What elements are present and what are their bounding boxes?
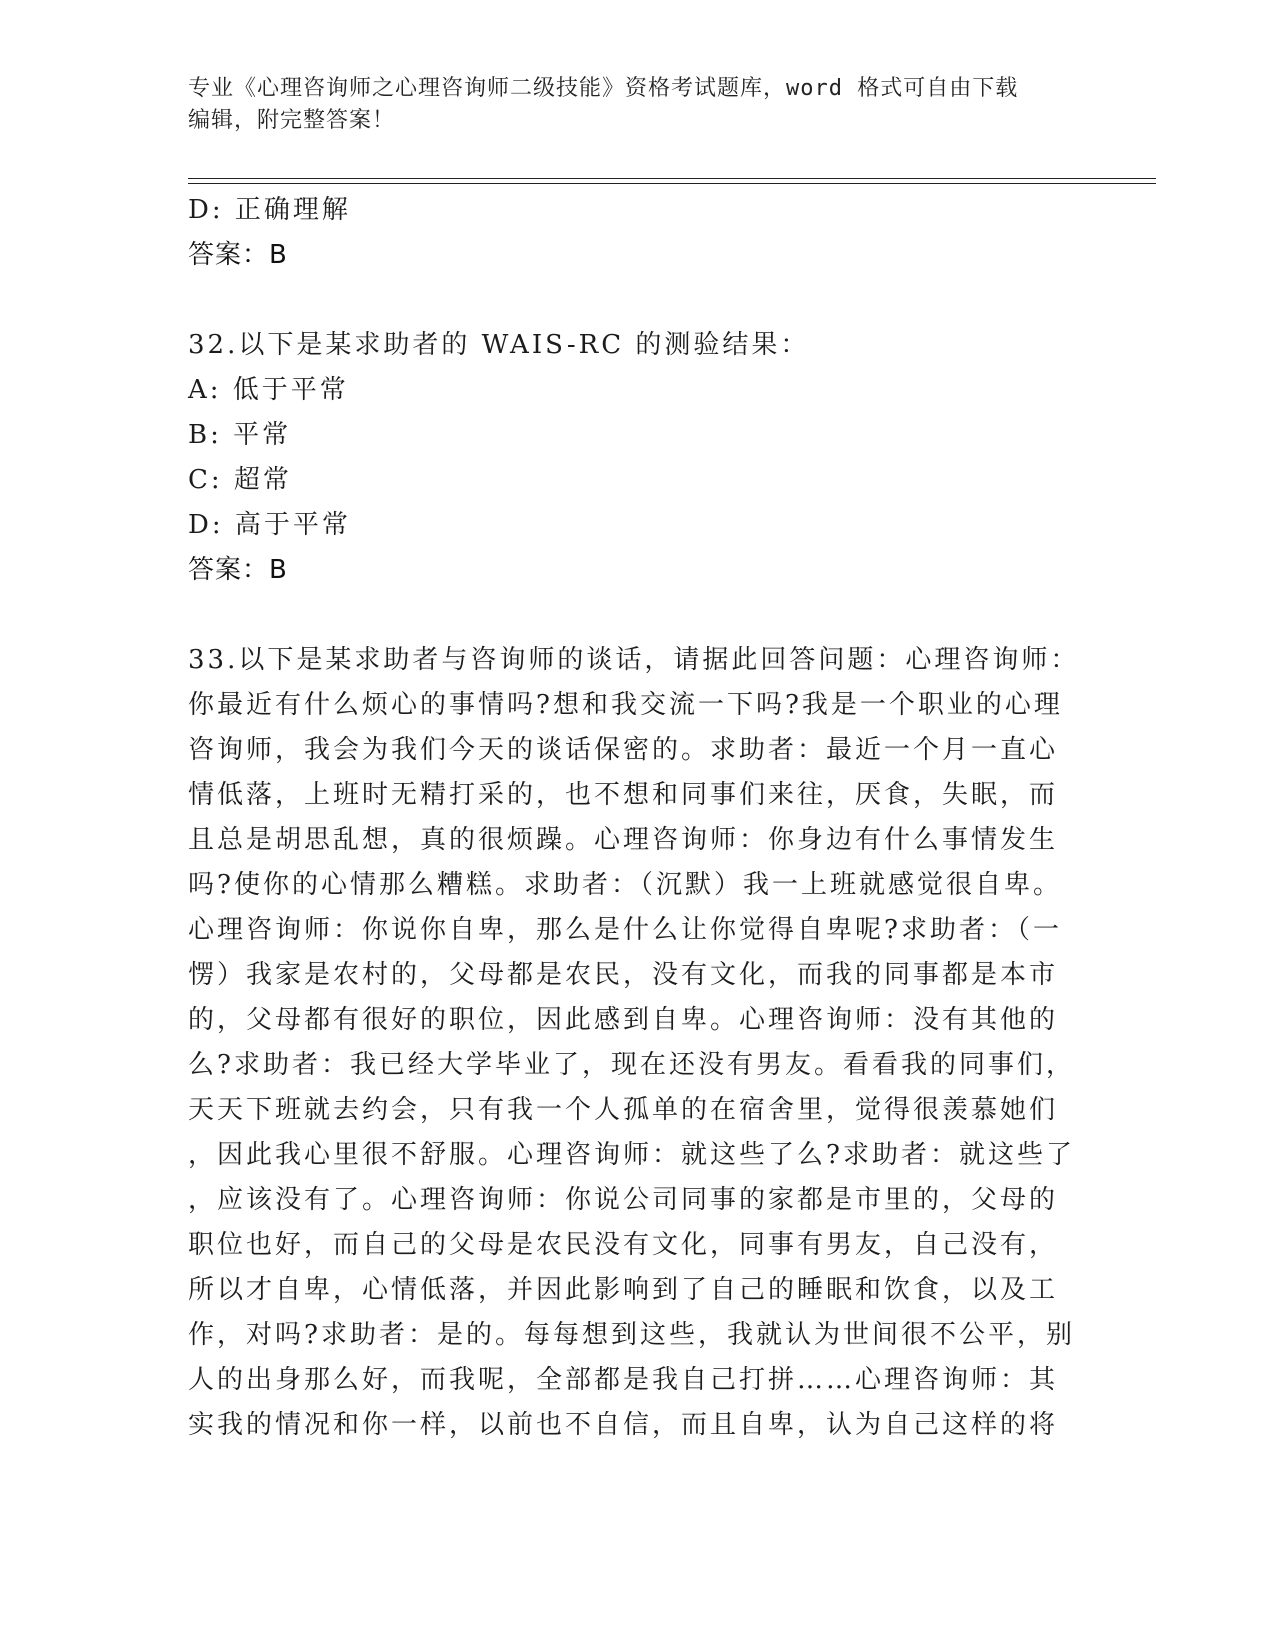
question-text-line: 心理咨询师：你说你自卑，那么是什么让你觉得自卑呢?求助者：（一 (188, 915, 1062, 945)
document-body (188, 188, 1080, 1448)
question-text-line: 愣）我家是农村的，父母都是农民，没有文化，而我的同事都是本市 (188, 960, 1059, 990)
question-text-line: 的，父母都有很好的职位，因此感到自卑。心理咨询师：没有其他的 (188, 1005, 1059, 1035)
answer-line: 答案：B (188, 555, 288, 585)
header-line-1: 专业《心理咨询师之心理咨询师二级技能》资格考试题库，word 格式可自由下载 (188, 76, 1019, 101)
option-b: B: 平常 (188, 420, 292, 450)
header-line-2: 编辑，附完整答案！ (188, 108, 396, 133)
question-text-line: 咨询师，我会为我们今天的谈话保密的。求助者：最近一个月一直心 (188, 735, 1059, 765)
question-stem: 32.以下是某求助者的 WAIS-RC 的测验结果： (188, 330, 810, 360)
page-header (188, 73, 1068, 137)
question-text-line: 吗?使你的心情那么糟糕。求助者：（沉默）我一上班就感觉很自卑。 (188, 870, 1062, 900)
question-text-line: 实我的情况和你一样，以前也不自信，而且自卑，认为自己这样的将 (188, 1410, 1059, 1440)
question-text-line: 所以才自卑，心情低落，并因此影响到了自己的睡眠和饮食，以及工 (188, 1275, 1059, 1305)
question-text-line: 么?求助者：我已经大学毕业了，现在还没有男友。看看我的同事们， (188, 1050, 1075, 1080)
question-text-line: 33.以下是某求助者与咨询师的谈话，请据此回答问题：心理咨询师： (188, 645, 1080, 675)
question-text-line: 人的出身那么好，而我呢，全部都是我自己打拼……心理咨询师：其 (188, 1365, 1059, 1395)
question-text-line: 天天下班就去约会，只有我一个人孤单的在宿舍里，觉得很羡慕她们 (188, 1095, 1059, 1125)
question-33 (188, 638, 1080, 1448)
question-text-line: ，应该没有了。心理咨询师：你说公司同事的家都是市里的，父母的 (188, 1185, 1059, 1215)
option-a: A: 低于平常 (188, 375, 349, 405)
option-d: D: 高于平常 (188, 510, 351, 540)
question-text-line: 且总是胡思乱想，真的很烦躁。心理咨询师：你身边有什么事情发生 (188, 825, 1059, 855)
question-text-line: 情低落，上班时无精打采的，也不想和同事们来往，厌食，失眠，而 (188, 780, 1059, 810)
option-d: D: 正确理解 (188, 195, 351, 225)
header-rule-top (188, 178, 1156, 179)
previous-question (188, 188, 1068, 278)
answer-line: 答案：B (188, 240, 288, 270)
question-text-line: 职位也好，而自己的父母是农民没有文化，同事有男友，自己没有， (188, 1230, 1059, 1260)
question-32 (188, 323, 1068, 593)
spacer (188, 593, 1068, 638)
header-rule-bottom (188, 183, 1156, 184)
option-c: C: 超常 (188, 465, 292, 495)
question-text-line: 作，对吗?求助者：是的。每每想到这些，我就认为世间很不公平，别 (188, 1320, 1075, 1350)
spacer (188, 278, 1068, 323)
question-text-line: ，因此我心里很不舒服。心理咨询师：就这些了么?求助者：就这些了 (188, 1140, 1075, 1170)
question-text-line: 你最近有什么烦心的事情吗?想和我交流一下吗?我是一个职业的心理 (188, 690, 1063, 720)
